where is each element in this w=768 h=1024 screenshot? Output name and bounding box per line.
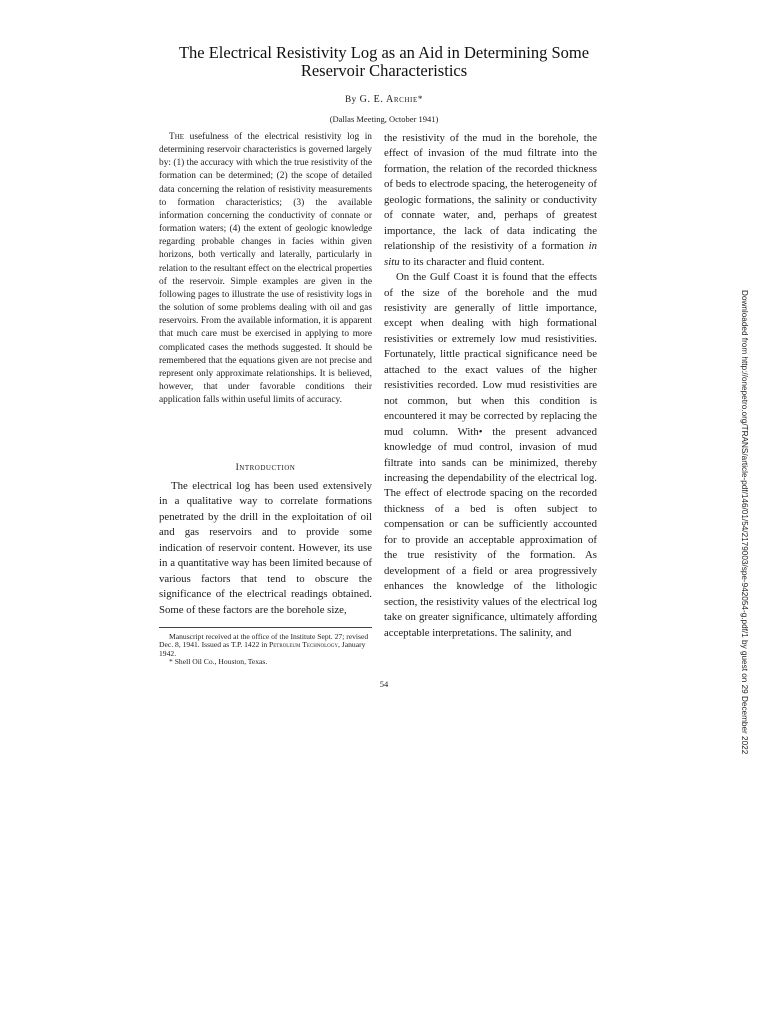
abstract-text: usefulness of the electrical resistivity log in determining reservoir characteristics is governed largely by: (1) the accuracy with which the true resistivity of the formation can be determined; (2) the scope of detailed data concerning the relation of resistivity measurements to formation characteristics; (3) the available information concerning the conductivity of connate or formation waters; (4) the extent of geologic knowledge regarding probable changes in facies within given horizons, both vertically and laterally, particularly in relation to the resultant effect on the electrical properties of the reservoir. Simple examples are given in the following pages to illustrate the use of resistivity logs in the solution of some problems dealing with oil and gas reservoirs. From the available information, it is apparent that much care must be exercised in applying to more complicated cases the methods suggested. It should be remembered that the equations given are not precise and represent only approximate relationships. It is believed, however, that under favorable conditions their application falls within useful limits of accuracy. (159, 132, 372, 406)
paper-title (150, 44, 618, 80)
author-byline (0, 94, 768, 105)
page-number: 54 (379, 679, 389, 689)
meeting-note: (Dallas Meeting, October 1941) (329, 114, 439, 124)
italic-in-situ: in situ (384, 240, 597, 268)
right-column-paragraph-1: the resistivity of the mud in the borehole, the effect of invasion of the mud filtrate into the formation, the relation of the recorded thickness of beds to electrode spacing, the heterogeneity of geologic formations, the salinity or conductivity of connate water, and, perhaps of greatest importance, the lack of data indicating the relationship of the resistivity of a formation in situ to its character and fluid content. (384, 132, 597, 268)
author-footnote-mark: * (417, 94, 423, 104)
footnotes (159, 633, 372, 667)
title-line-1: The Electrical Resistivity Log as an Aid in Determining Some (178, 43, 590, 62)
author-name: G. E. Archie (359, 94, 418, 105)
right-column-paragraph-2: On the Gulf Coast it is found that the effects of the size of the borehole and the mud resistivity are generally of little importance, except when dealing with high formational resistivities or extremely low mud resistivities. Fortunately, little practical significance need be attached to the exact values of the higher resistivities recorded. Low mud resistivities are not common, but when this condition is encountered it may be corrected by replacing the mud column. With• the present advanced knowledge of mud control, invasion of mud filtrate into sands can be minimized, thereby increasing the dependability of the electrical log. The effect of electrode spacing on the recorded thickness of a bed is often subject to compensation or can be sufficiently accounted for to provide an acceptable approximation of the true resistivity of the formation. As development of a field or area progressively enhances the knowledge of the lithologic section, the resistivity values of the electrical log take on greater significance, ultimately affording acceptable interpretations. The salinity, and (384, 271, 597, 639)
footnote-journal: Petroleum Technology (269, 640, 338, 650)
footnote-manuscript: Manuscript received at the office of the Institute Sept. 27; revised Dec. 8, 1941. Issued as T.P. 1422 in Petroleum Technology, January 1942. (159, 632, 369, 658)
introduction-body (159, 479, 372, 618)
footnote-affiliation: * Shell Oil Co., Houston, Texas. (169, 657, 268, 667)
footnote-divider (159, 627, 372, 628)
abstract (159, 131, 372, 407)
section-heading-introduction: Introduction (235, 463, 296, 473)
byline-prefix: By (345, 94, 357, 104)
introduction-paragraph: The electrical log has been used extensively in a qualitative way to correlate formations penetrated by the drill in the exploitation of oil and gas reservoirs and to provide some indication of reservoir content. However, its use in a quantitative way has been limited because of various factors that tend to obscure the significance of the electrical readings obtained. Some of these factors are the borehole size, (159, 480, 372, 616)
download-watermark: Downloaded from http://onepetro.org/TRANS/article-pdf/146/01/54/2179003/spe-942054-g.pdf/1 by guest on 29 December 2022 (740, 290, 749, 755)
right-column-body (384, 131, 597, 641)
title-line-2: Reservoir Characteristics (300, 61, 468, 80)
abstract-lead-word: The (169, 132, 185, 142)
